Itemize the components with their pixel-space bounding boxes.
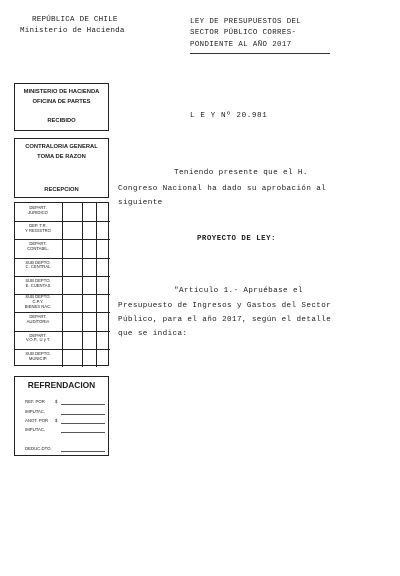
refrendacion-title: REFRENDACION: [27, 380, 96, 390]
routing-label-line: DEP. T.R.: [29, 223, 47, 229]
routing-row: [15, 258, 110, 277]
refrendacion-label: ANOT. POR: [25, 418, 49, 423]
routing-label-line: DEPART.: [29, 314, 47, 320]
routing-label-line: BIENES NAC.: [24, 303, 52, 309]
routing-cell: [96, 239, 111, 257]
intro-line: Teniendo presente que el H.: [174, 169, 308, 177]
routing-label-line: DEPART.: [29, 241, 47, 247]
proyecto-heading: PROYECTO DE LEY:: [197, 235, 276, 243]
refrendacion-dollar: $: [55, 399, 58, 404]
routing-label-line: DEPART.: [29, 332, 47, 338]
received-stamp-line: MINISTERIO DE HACIENDA: [23, 89, 100, 95]
refrendacion-stamp: [14, 376, 109, 456]
routing-grid: [14, 202, 109, 366]
refrendacion-label: REF. POR: [25, 399, 45, 404]
routing-cell: [62, 349, 83, 367]
routing-label: [17, 295, 59, 309]
routing-row: [15, 349, 110, 367]
routing-label-line: CONTABIL.: [27, 246, 49, 252]
intro-line: siguiente: [118, 199, 163, 207]
republic-heading: REPÚBLICA DE CHILE: [32, 16, 118, 24]
routing-cell: [96, 294, 111, 312]
routing-cell: [82, 203, 97, 221]
routing-label-line: SUB DEPTO.: [25, 350, 51, 356]
routing-cell: [62, 331, 83, 349]
routing-row: [15, 331, 110, 350]
routing-label: [17, 261, 59, 271]
routing-cell: [82, 331, 97, 349]
routing-label-line: V.O.P., U y T.: [25, 337, 51, 343]
law-title-line: PONDIENTE AL AÑO 2017: [190, 40, 292, 49]
routing-cell: [62, 239, 83, 257]
refrendacion-label: IMPUTAC.: [25, 409, 46, 414]
refrendacion-fill-line: [61, 432, 105, 433]
received-stamp-line: RECIBIDO: [47, 118, 76, 124]
routing-row: [15, 294, 110, 313]
ministry-heading: Ministerio de Hacienda: [20, 27, 125, 35]
routing-cell: [62, 294, 83, 312]
routing-label-line: Y REGISTRO: [25, 228, 51, 234]
routing-label-line: SUB DEPTO.: [25, 259, 51, 265]
routing-cell: [82, 312, 97, 330]
routing-label-line: DEPART.: [29, 205, 47, 210]
contraloria-stamp: [14, 138, 109, 198]
refrendacion-dollar: $: [55, 418, 58, 423]
intro-line: Congreso Nacional ha dado su aprobación al: [118, 185, 327, 193]
article-line: "Artículo 1.- Apruébase el: [174, 287, 303, 295]
article-line: Público, para el año 2017, según el detalle: [118, 316, 332, 324]
routing-cell: [96, 221, 111, 239]
routing-label: [17, 334, 59, 344]
refrendacion-label: IMPUTAC.: [25, 427, 46, 432]
contraloria-line: RECEPCION: [44, 187, 79, 193]
law-number: L E Y Nº 20.981: [190, 112, 268, 120]
received-stamp: [14, 83, 109, 131]
refrendacion-label: DEDUC.DTO.: [25, 446, 52, 451]
routing-label-line: MUNICIP.: [28, 355, 48, 361]
contraloria-line: TOMA DE RAZON: [37, 154, 86, 160]
routing-label-line: C. CENTRAL: [25, 264, 51, 270]
routing-cell: [62, 258, 83, 276]
routing-cell: [62, 312, 83, 330]
routing-label-line: SUB DEPTO.: [25, 294, 51, 300]
routing-row: [15, 276, 110, 295]
routing-cell: [96, 203, 111, 221]
routing-row: [15, 239, 110, 258]
law-title-line: SECTOR PÚBLICO CORRES-: [190, 29, 297, 38]
routing-cell: [62, 203, 83, 221]
routing-cell: [96, 258, 111, 276]
routing-cell: [82, 276, 97, 294]
article-line: que se indica:: [118, 330, 188, 338]
routing-label-line: AUDITORIA: [26, 319, 50, 325]
refrendacion-fill-line: [61, 451, 105, 452]
routing-label: [17, 224, 59, 234]
title-underline: [190, 53, 330, 54]
refrendacion-fill-line: [61, 423, 105, 424]
routing-row: [15, 221, 110, 240]
routing-cell: [82, 239, 97, 257]
article-line: Presupuesto de Ingresos y Gastos del Sector: [118, 302, 332, 310]
refrendacion-fill-line: [61, 404, 105, 405]
routing-label: [17, 315, 59, 325]
law-title-line: LEY DE PRESUPUESTOS DEL: [190, 18, 302, 26]
refrendacion-fill-line: [61, 414, 105, 415]
routing-label: [17, 206, 59, 216]
routing-cell: [62, 276, 83, 294]
routing-row: [15, 203, 110, 222]
routing-cell: [96, 276, 111, 294]
contraloria-line: CONTRALORIA GENERAL: [25, 144, 98, 150]
received-stamp-line: OFICINA DE PARTES: [32, 99, 91, 105]
routing-cell: [96, 331, 111, 349]
routing-label-line: C.P.Y.: [32, 298, 44, 304]
routing-label-line: JURIDICO: [28, 209, 48, 215]
routing-cell: [82, 258, 97, 276]
routing-cell: [96, 312, 111, 330]
law-title: [190, 17, 340, 51]
routing-cell: [96, 349, 111, 367]
routing-label-line: E. CUENTAS: [25, 282, 51, 288]
routing-cell: [82, 349, 97, 367]
routing-cell: [82, 221, 97, 239]
routing-label: [17, 279, 59, 289]
routing-cell: [82, 294, 97, 312]
routing-label: [17, 242, 59, 252]
routing-label-line: SUB DEPTO.: [25, 277, 51, 283]
routing-cell: [62, 221, 83, 239]
routing-label: [17, 352, 59, 362]
routing-row: [15, 312, 110, 331]
